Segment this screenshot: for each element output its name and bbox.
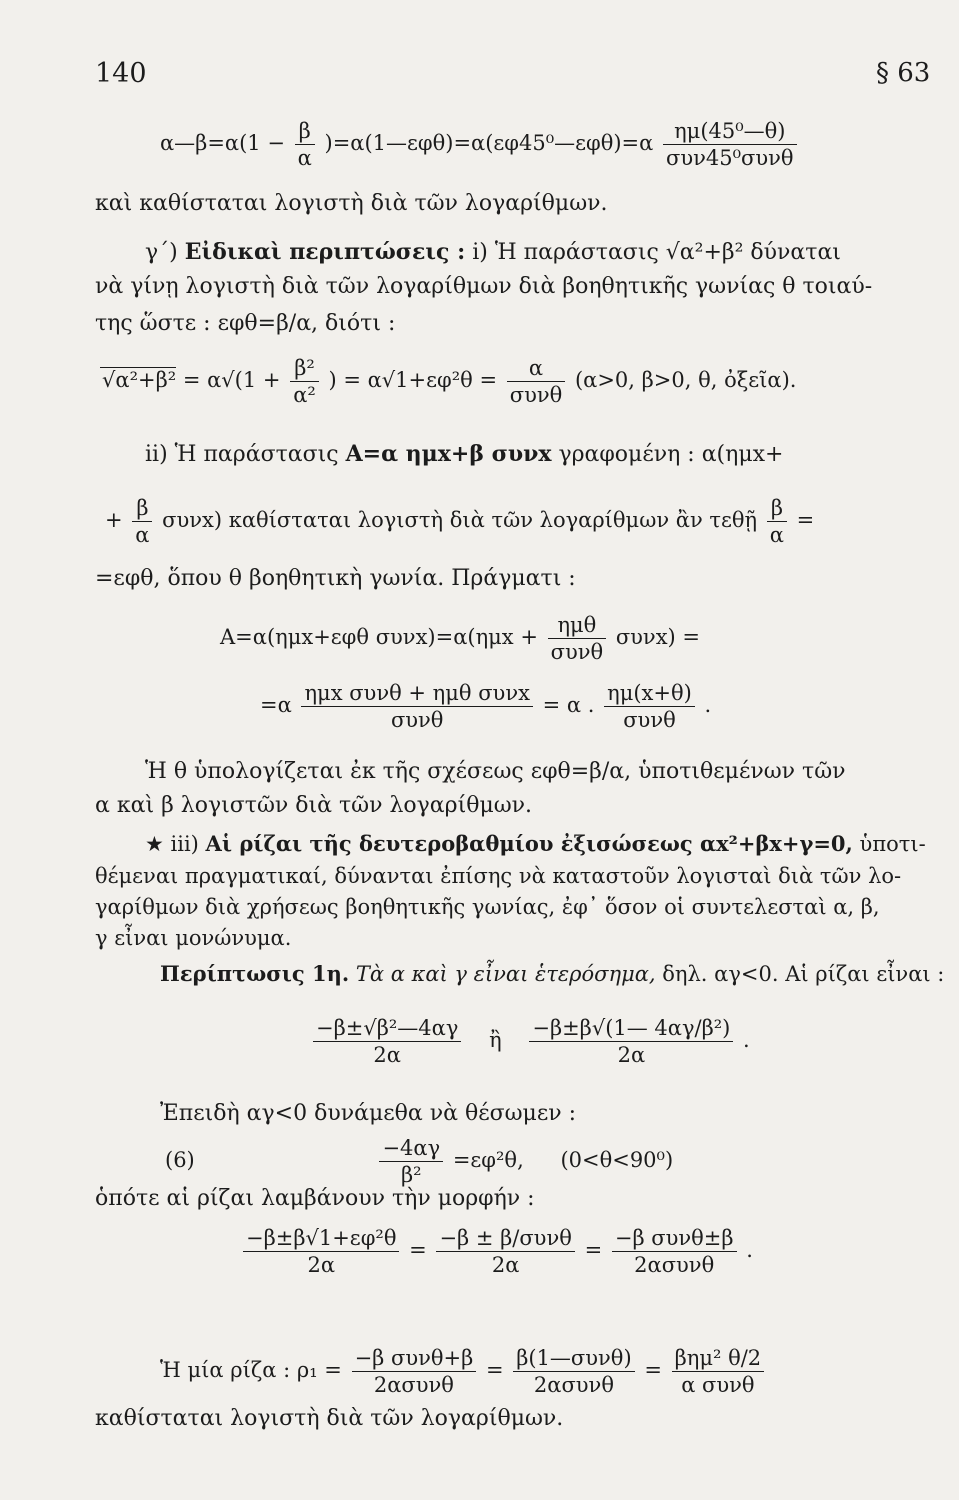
denominator: α: [135, 523, 150, 547]
section-heading: Εἰδικαὶ περιπτώσεις :: [184, 239, 466, 265]
paragraph-line: =εφθ, ὅπου θ βοηθητικὴ γωνία. Πράγματι :: [95, 566, 576, 591]
ii-suffix: γραφομένη : α(ημx+: [558, 442, 784, 467]
ii-prefix: ii) Ἡ παράστασις: [145, 442, 339, 467]
numerator: ημ(45⁰—θ): [663, 118, 797, 145]
fraction: [663, 118, 797, 171]
numerator: −β ± β/συνθ: [436, 1225, 574, 1252]
paragraph-line: Ἐπειδὴ αγ<0 δυνάμεθα νὰ θέσωμεν :: [160, 1101, 577, 1126]
eq2-a: √α²+β²: [102, 368, 177, 392]
denominator: 2α: [307, 1253, 335, 1277]
eq4-b: = α .: [542, 693, 595, 717]
eq1-mid: )=α(1—εφθ)=α(εφ45⁰—εφθ)=α: [324, 131, 654, 155]
iii-heading: Αἱ ρίζαι τῆς δευτεροβαθμίου ἐξισώσεως αx²+βx+γ=0,: [205, 831, 853, 856]
star-icon: ★: [145, 832, 164, 856]
equation-6: [165, 1135, 673, 1188]
fraction: [301, 680, 532, 733]
page-number: 140: [95, 58, 147, 89]
eq4-a: =α: [260, 693, 292, 717]
fraction: [313, 1015, 461, 1068]
denominator: 2α: [491, 1253, 520, 1277]
eq4-c: .: [704, 693, 712, 717]
numerator: β: [767, 495, 787, 522]
denominator: συνθ: [623, 708, 676, 732]
numerator: α: [507, 355, 566, 382]
paragraph-line: καθίσταται λογιστὴ διὰ τῶν λογαρίθμων.: [95, 1406, 564, 1431]
fraction: [672, 1345, 765, 1398]
case-heading: Περίπτωσις 1η.: [160, 961, 350, 986]
numerator: −4αγ: [379, 1135, 443, 1162]
gamma-prefix: γ΄): [145, 240, 178, 265]
numerator: −β συνθ+β: [352, 1345, 477, 1372]
denominator: α²: [293, 383, 316, 407]
eq6-rest: =εφ²θ,: [452, 1148, 524, 1172]
fraction: [507, 355, 566, 408]
paragraph-line: γ εἶναι μονώνυμα.: [95, 926, 292, 950]
paragraph-line: νὰ γίνῃ λογιστὴ διὰ τῶν λογαρίθμων διὰ βοηθητικῆς γωνίας θ τοιαύ-: [95, 274, 873, 299]
equation-8: [160, 1345, 767, 1398]
fraction: [767, 495, 787, 548]
eq2-b: = α√(1 +: [182, 368, 281, 392]
fraction: [513, 1345, 634, 1398]
fraction: [290, 355, 319, 408]
ii-l2-text: συνx) καθίσταται λογιστὴ διὰ τῶν λογαρίθμων ἂν τεθῇ: [162, 508, 758, 532]
denominator: 2α: [617, 1043, 646, 1067]
numerator: β²: [290, 355, 319, 382]
equation-label: (6): [165, 1148, 195, 1172]
equation-4: [260, 680, 711, 733]
fraction: [612, 1225, 737, 1278]
paragraph-line: γαρίθμων διὰ χρήσεως βοηθητικῆς γωνίας, ἐφ᾽ ὅσον οἱ συντελεσταὶ α, β,: [95, 895, 880, 919]
numerator: ημ(x+θ): [604, 680, 695, 707]
eq7-end: .: [746, 1238, 753, 1262]
paragraph-line: Ἡ θ ὑπολογίζεται ἐκ τῆς σχέσεως εφθ=β/α, ὑποτιθεμένων τῶν: [145, 759, 846, 784]
denominator: 2α: [373, 1043, 401, 1067]
eq5-end: .: [743, 1028, 750, 1052]
or-word: ἢ: [489, 1028, 502, 1052]
paragraph-line: καὶ καθίσταται λογιστὴ διὰ τῶν λογαρίθμων.: [95, 191, 608, 216]
equals-sign: =: [485, 1358, 504, 1382]
ii-line-2: [105, 495, 814, 548]
equation-3: [220, 612, 700, 665]
fraction: [604, 680, 695, 733]
case-italic: Τὰ α καὶ γ εἶναι ἑτερόσημα,: [355, 962, 656, 986]
fraction: [436, 1225, 574, 1278]
eq1-left: α—β=α(1 −: [160, 131, 285, 155]
equation-2: [100, 355, 796, 408]
ii-expression: Α=α ημx+β συνx: [345, 441, 552, 467]
gamma-heading-line: [145, 238, 841, 267]
gamma-text: i) Ἡ παράστασις √α²+β² δύναται: [472, 240, 841, 265]
numerator: −β±√β²—4αγ: [313, 1015, 461, 1042]
eq6-condition: (0<θ<90⁰): [560, 1148, 674, 1172]
numerator: βημ² θ/2: [672, 1345, 765, 1372]
denominator: α: [769, 523, 784, 547]
fraction: [352, 1345, 477, 1398]
ii-line: [145, 440, 783, 469]
numerator: −β±β√(1— 4αγ/β²): [529, 1015, 733, 1042]
iii-line: [145, 830, 926, 858]
eq3-b: συνx) =: [615, 625, 701, 649]
numerator: β(1—συνθ): [513, 1345, 634, 1372]
denominator: συν45⁰συνθ: [666, 146, 794, 170]
paragraph-line: της ὥστε : εφθ=β/α, διότι :: [95, 311, 396, 336]
eq3-a: Α=α(ημx+εφθ συνx)=α(ημx +: [220, 625, 538, 649]
iii-prefix: iii): [170, 832, 199, 856]
denominator: β²: [401, 1163, 422, 1187]
denominator: 2ασυνθ: [373, 1373, 454, 1397]
numerator: ημθ: [548, 612, 607, 639]
denominator: συνθ: [550, 640, 604, 664]
fraction: [379, 1135, 443, 1188]
denominator: α συνθ: [681, 1373, 755, 1397]
numerator: ημx συνθ + ημθ συνx: [301, 680, 532, 707]
case-1-line: [160, 960, 944, 988]
equals-sign: =: [644, 1358, 662, 1382]
rho-one: ρ₁ =: [296, 1358, 342, 1382]
eq2-d: (α>0, β>0, θ, ὀξεῖα).: [574, 368, 797, 392]
denominator: 2ασυνθ: [533, 1373, 614, 1397]
root-label: Ἡ μία ρίζα :: [160, 1358, 291, 1382]
paragraph-line: α καὶ β λογιστῶν διὰ τῶν λογαρίθμων.: [95, 793, 533, 818]
denominator: α: [297, 146, 312, 170]
numerator: β: [132, 495, 152, 522]
paragraph-line: θέμεναι πραγματικαί, δύνανται ἐπίσης νὰ καταστοῦν λογισταὶ διὰ τῶν λο-: [95, 864, 902, 888]
case-rest: δηλ. αγ<0. Αἱ ρίζαι εἶναι :: [662, 962, 945, 986]
fraction: [132, 495, 152, 548]
section-number: § 63: [876, 58, 931, 88]
numerator: −β συνθ±β: [612, 1225, 737, 1252]
paragraph-line: ὁπότε αἱ ρίζαι λαμβάνουν τὴν μορφήν :: [95, 1186, 535, 1211]
fraction: [295, 118, 315, 171]
fraction: [548, 612, 607, 665]
numerator: −β±β√1+εφ²θ: [243, 1225, 399, 1252]
equals-sign: =: [409, 1238, 427, 1262]
iii-rest: ὑποτι-: [859, 832, 926, 856]
denominator: συνθ: [509, 383, 563, 407]
numerator: β: [295, 118, 315, 145]
fraction: [529, 1015, 733, 1068]
fraction: [243, 1225, 399, 1278]
equation-1: [160, 118, 800, 171]
denominator: 2ασυνθ: [634, 1253, 715, 1277]
eq2-c: ) = α√1+εφ²θ =: [328, 368, 498, 392]
plus-sign: +: [105, 508, 123, 532]
denominator: συνθ: [390, 708, 444, 732]
equation-5: [310, 1015, 750, 1068]
equals-sign: =: [584, 1238, 603, 1262]
equation-7: [240, 1225, 753, 1278]
equals-sign: =: [796, 508, 815, 532]
